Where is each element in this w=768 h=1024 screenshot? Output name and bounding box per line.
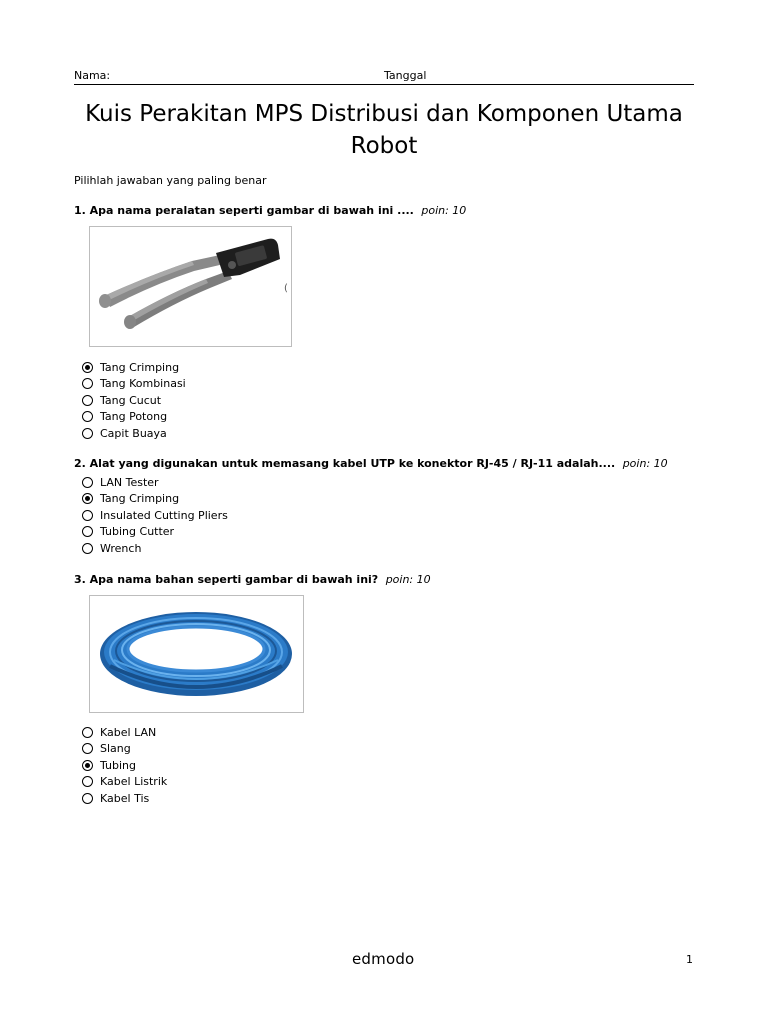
radio-selected-icon[interactable]	[82, 493, 93, 504]
svg-text:(: (	[284, 283, 288, 294]
option-lan-tester[interactable]: LAN Tester	[82, 474, 228, 491]
option-slang[interactable]: Slang	[82, 741, 167, 758]
instruction: Pilihlah jawaban yang paling benar	[74, 174, 267, 187]
radio-icon[interactable]	[82, 727, 93, 738]
option-tang-kombinasi[interactable]: Tang Kombinasi	[82, 376, 186, 393]
option-kabel-tis[interactable]: Kabel Tis	[82, 790, 167, 807]
radio-icon[interactable]	[82, 477, 93, 488]
radio-icon[interactable]	[82, 776, 93, 787]
name-label: Nama:	[74, 69, 111, 82]
radio-icon[interactable]	[82, 510, 93, 521]
radio-icon[interactable]	[82, 378, 93, 389]
question-1-options	[82, 359, 186, 442]
option-kabel-listrik[interactable]: Kabel Listrik	[82, 774, 167, 791]
question-2-points: poin: 10	[622, 457, 668, 470]
question-2	[74, 457, 668, 470]
radio-icon[interactable]	[82, 428, 93, 439]
radio-icon[interactable]	[82, 395, 93, 406]
option-kabel-lan[interactable]: Kabel LAN	[82, 724, 167, 741]
date-label: Tanggal	[384, 69, 427, 82]
option-insulated-cutting-pliers[interactable]: Insulated Cutting Pliers	[82, 507, 228, 524]
radio-selected-icon[interactable]	[82, 362, 93, 373]
question-1-points: poin: 10	[421, 204, 467, 217]
option-capit-buaya[interactable]: Capit Buaya	[82, 425, 186, 442]
option-tubing[interactable]: Tubing	[82, 757, 167, 774]
question-1-text: 1. Apa nama peralatan seperti gambar di bawah ini ....	[74, 204, 414, 217]
blue-tubing-coil-image	[89, 595, 304, 713]
page-title: Kuis Perakitan MPS Distribusi dan Komponen Utama Robot	[85, 101, 683, 159]
question-2-options	[82, 474, 228, 557]
radio-selected-icon[interactable]	[82, 760, 93, 771]
radio-icon[interactable]	[82, 793, 93, 804]
option-tang-cucut[interactable]: Tang Cucut	[82, 392, 186, 409]
radio-icon[interactable]	[82, 411, 93, 422]
edmodo-logo: edmodo	[352, 950, 415, 968]
question-3	[74, 573, 431, 586]
question-3-options	[82, 724, 167, 807]
question-3-text: 3. Apa nama bahan seperti gambar di bawah ini?	[74, 573, 379, 586]
crimping-pliers-image	[89, 226, 292, 347]
option-tubing-cutter[interactable]: Tubing Cutter	[82, 524, 228, 541]
question-3-points: poin: 10	[385, 573, 431, 586]
page-number: 1	[686, 953, 693, 966]
radio-icon[interactable]	[82, 526, 93, 537]
radio-icon[interactable]	[82, 543, 93, 554]
question-1	[74, 204, 466, 217]
option-wrench[interactable]: Wrench	[82, 540, 228, 557]
option-tang-potong[interactable]: Tang Potong	[82, 409, 186, 426]
option-tang-crimping[interactable]: Tang Crimping	[82, 359, 186, 376]
radio-icon[interactable]	[82, 743, 93, 754]
option-tang-crimping[interactable]: Tang Crimping	[82, 491, 228, 508]
header	[74, 68, 694, 85]
question-2-text: 2. Alat yang digunakan untuk memasang kabel UTP ke konektor RJ-45 / RJ-11 adalah....	[74, 457, 616, 470]
